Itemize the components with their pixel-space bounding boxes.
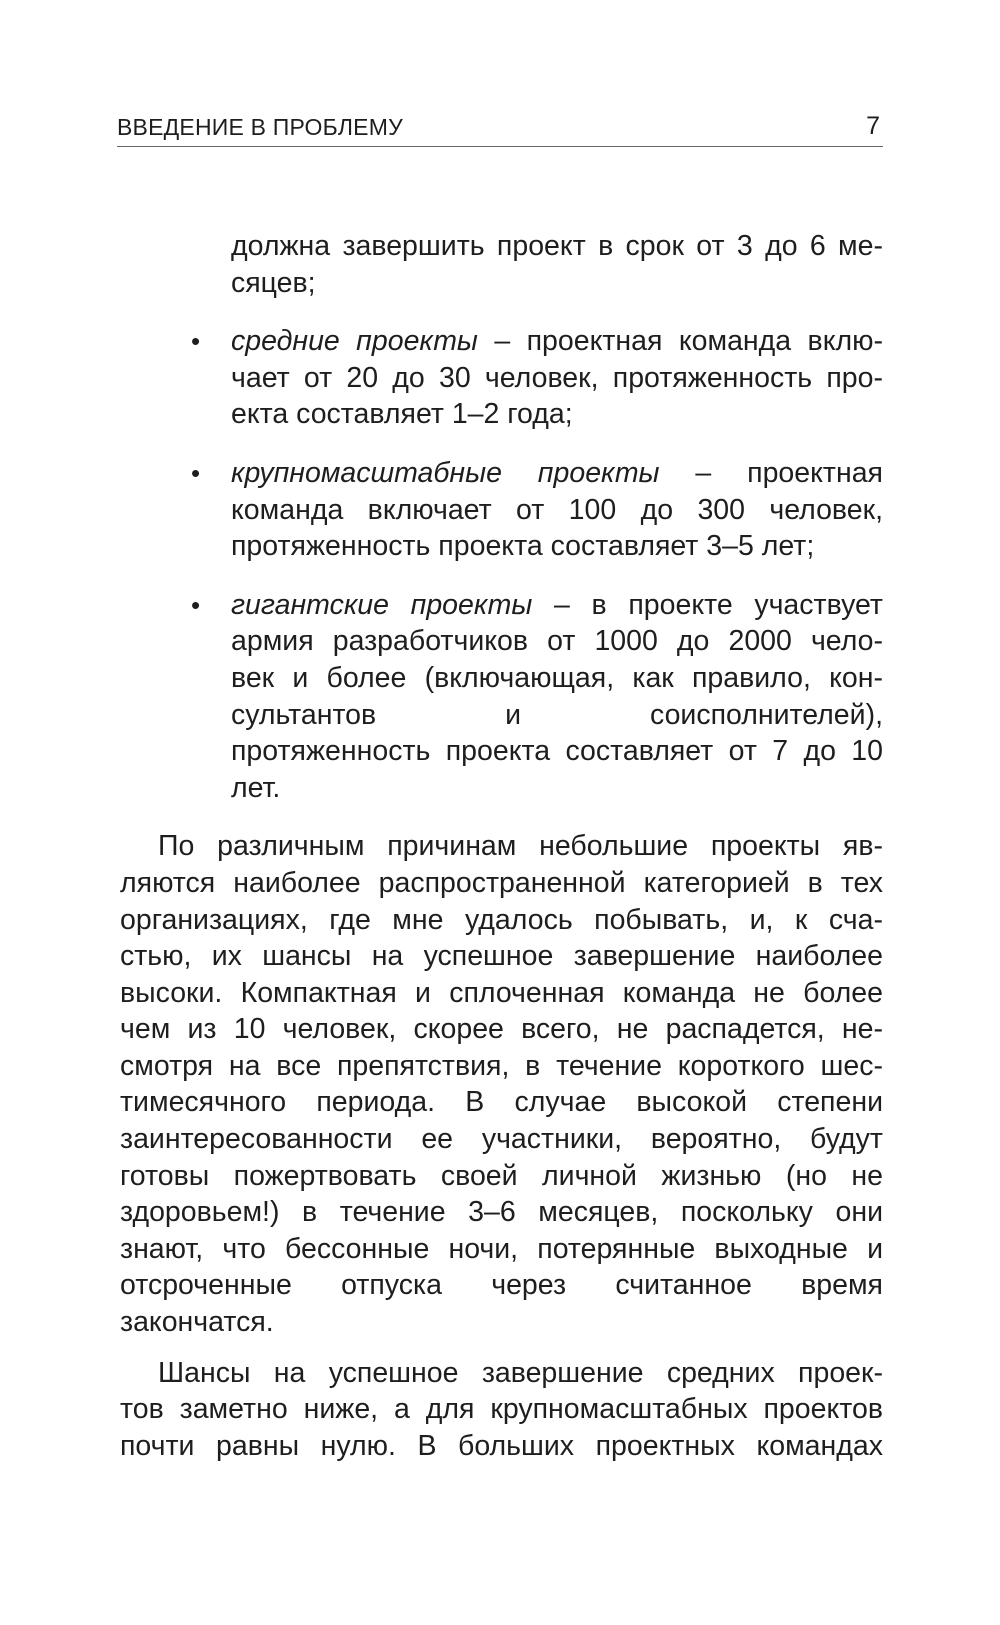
text-line: ляются наиболее распространенной категорией в тех (120, 866, 883, 899)
body-text (120, 228, 883, 1464)
text-line: знают, что бессонные ночи, потерянные выходные и (120, 1232, 883, 1265)
continued-bullet-text (231, 228, 883, 301)
text-line: закончатся. (120, 1306, 274, 1339)
bullet-icon: • (191, 589, 201, 620)
text-line: команда включает от 100 до 300 человек, (231, 493, 883, 526)
text-line: – проектная (659, 456, 883, 489)
text-line: протяженность проекта составляет 3–5 лет; (231, 530, 815, 563)
text-line: тов заметно ниже, а для крупномасштабных проектов (120, 1393, 883, 1426)
text-line: высоки. Компактная и сплоченная команда не более (120, 976, 883, 1009)
list-item (191, 323, 883, 433)
list-item (191, 455, 883, 565)
text-line: отсроченные отпуска через считанное время (120, 1269, 883, 1302)
text-line: стью, их шансы на успешное завершение наиболее (120, 940, 883, 973)
paragraph (120, 828, 883, 1340)
bullet-icon: • (191, 457, 201, 488)
text-line: екта составляет 1–2 года; (231, 398, 573, 431)
text-line: сультантов и соисполнителей), (231, 698, 883, 731)
text-line: готовы пожертвовать своей личной жизнью (но не (120, 1159, 883, 1192)
text-line: смотря на все препятствия, в течение короткого шес- (120, 1049, 883, 1082)
text-line: тимесячного периода. В случае высокой степени (120, 1086, 883, 1119)
text-line: – в проекте участвует (532, 588, 883, 621)
text-line: век и более (включающая, как правило, кон- (231, 661, 883, 694)
text-line: армия разработчиков от 1000 до 2000 чело- (231, 625, 883, 658)
paragraph (120, 1355, 883, 1465)
text-line: организациях, где мне удалось побывать, и, к сча- (120, 903, 883, 936)
bullet-icon: • (191, 326, 201, 357)
text-line: лет. (231, 771, 281, 804)
text-line: почти равны нулю. В больших проектных командах (120, 1429, 883, 1462)
text-line: заинтересованности ее участники, вероятно, будут (120, 1123, 883, 1156)
list-item (191, 587, 883, 807)
text-line: По различным причинам небольшие проекты яв- (158, 830, 883, 863)
text-line: чем из 10 человек, скорее всего, не распадется, не- (120, 1013, 883, 1046)
text-line: должна завершить проект в срок от 3 до 6 ме- (231, 230, 883, 262)
project-size-list (120, 323, 883, 806)
page-number: 7 (866, 112, 880, 140)
text-line: Шансы на успешное завершение средних проек- (158, 1356, 883, 1389)
list-item-term: гигантские проекты (231, 588, 533, 621)
text-line: здоровьем!) в течение 3–6 месяцев, поскольку они (120, 1196, 883, 1229)
text-line: – проектная команда вклю- (477, 325, 883, 358)
text-line: чает от 20 до 30 человек, протяженность про- (231, 361, 883, 394)
text-line: протяженность проекта составляет от 7 до 10 (231, 735, 883, 768)
text-line: сяцев; (231, 266, 316, 299)
running-header-title: ВВЕДЕНИЕ В ПРОБЛЕМУ (117, 114, 403, 140)
list-item-term: крупномасштабные проекты (231, 456, 660, 489)
running-header (117, 112, 883, 147)
list-item-term: средние проекты (231, 325, 478, 358)
